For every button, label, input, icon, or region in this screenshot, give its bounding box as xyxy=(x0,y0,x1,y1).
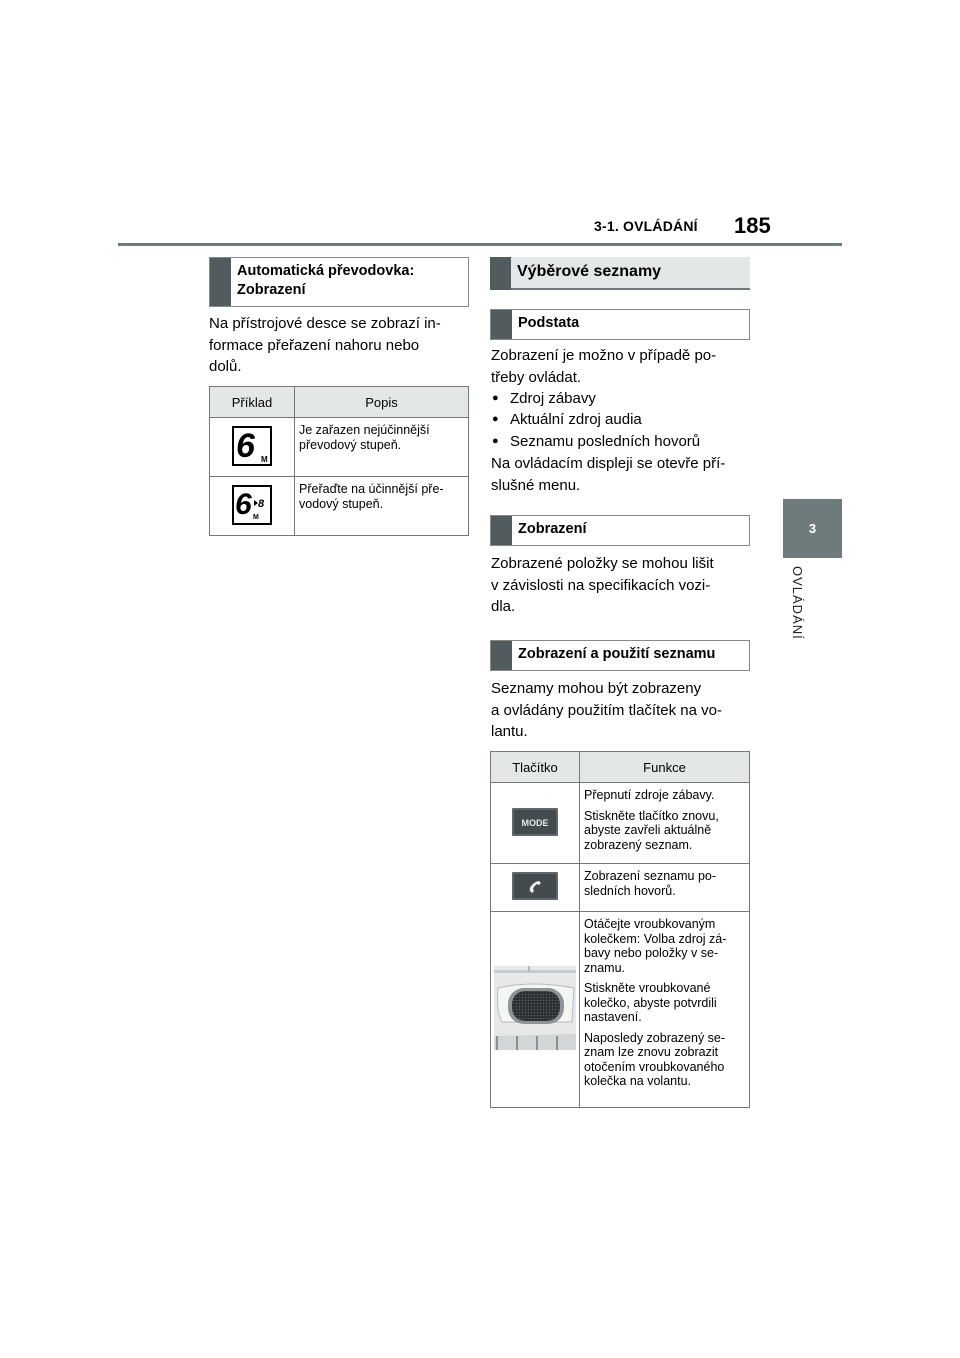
text-line: třeby ovládat. xyxy=(491,368,582,386)
section-heading-list-usage xyxy=(490,640,750,671)
paragraph-transmission xyxy=(209,313,471,378)
table-header-row xyxy=(210,387,469,418)
row-description xyxy=(296,478,467,514)
section-heading-display xyxy=(490,515,750,546)
heading-text: Zobrazení a použití seznamu xyxy=(518,646,716,662)
list-item: ● Zdroj zábavy xyxy=(510,388,596,410)
paragraph-display xyxy=(491,553,753,618)
heading-text: Zobrazení xyxy=(518,521,587,537)
gear-6-manual-icon xyxy=(232,426,272,469)
main-heading-selection-lists xyxy=(490,257,750,290)
section-heading-transmission xyxy=(209,257,469,307)
text-line: otočením vroubkovaného xyxy=(584,1059,725,1074)
row-description xyxy=(581,784,748,855)
heading-bar xyxy=(491,310,512,339)
column-header: Funkce xyxy=(580,752,750,783)
column-header: Popis xyxy=(295,387,469,418)
text-line: kolečko, abyste potvrdili xyxy=(584,995,717,1010)
text-line: zobrazený seznam. xyxy=(584,837,693,852)
text-line: Zobrazené položky se mohou lišit xyxy=(491,555,714,572)
text-line: Stiskněte tlačítko znovu, xyxy=(584,808,719,823)
header-rule xyxy=(118,243,842,246)
svg-text:M: M xyxy=(261,454,268,464)
heading-bar xyxy=(491,516,512,545)
heading-bar xyxy=(491,641,512,670)
chapter-tab-number: 3 xyxy=(783,499,842,558)
svg-text:6: 6 xyxy=(235,487,252,521)
table-row xyxy=(491,912,750,1108)
text-line: znam lze znovu zobrazit xyxy=(584,1045,719,1059)
text-line: Stiskněte vroubkované xyxy=(584,981,711,995)
text-line: převodový stupeň. xyxy=(299,437,402,452)
phone-button-icon xyxy=(512,889,558,903)
text-line: dolů. xyxy=(209,358,242,375)
text-line: bavy nebo položky v se- xyxy=(584,946,719,960)
paragraph-list-usage xyxy=(491,678,753,743)
table-row xyxy=(491,864,750,912)
chapter-tab-label xyxy=(783,566,809,646)
chapter-tab-label-text: OVLÁDÁNÍ xyxy=(790,566,805,640)
list-item: ● Seznamu posledních hovorů xyxy=(510,431,700,453)
svg-text:6: 6 xyxy=(236,426,255,465)
text-line: v závislosti na specifikacích vozi- xyxy=(491,576,711,594)
text-line: Naposledy zobrazený se- xyxy=(584,1030,726,1045)
list-item: ● Aktuální zdroj audia xyxy=(510,409,642,431)
text-line: Zobrazení je možno v případě po- xyxy=(491,347,717,364)
text-line: lantu. xyxy=(491,723,528,740)
section-heading-principle xyxy=(490,309,750,340)
table-header-row xyxy=(491,752,750,783)
text-line: vodový stupeň. xyxy=(299,496,384,511)
column-header: Příklad xyxy=(210,387,295,418)
main-heading-text: Výběrové seznamy xyxy=(517,263,662,280)
mode-button-icon xyxy=(512,817,558,839)
table-row xyxy=(210,477,469,536)
text-line: Seznamy mohou být zobrazeny xyxy=(491,680,702,697)
text-line: Na ovládacím displeji se otevře pří- xyxy=(491,455,726,472)
gear-display-table xyxy=(209,386,469,536)
heading-text: Podstata xyxy=(518,315,580,331)
text-line: Přepnutí zdroje zábavy. xyxy=(584,788,715,802)
column-header: Tlačítko xyxy=(491,752,580,783)
row-description xyxy=(581,865,748,901)
text-line: a ovládány použitím tlačítek na vo- xyxy=(491,701,722,719)
row-description xyxy=(296,419,467,455)
thumbwheel-icon xyxy=(494,1039,576,1053)
text-line: nastavení. xyxy=(584,1010,642,1024)
text-line: Otáčejte vroubkovaným xyxy=(584,917,716,931)
text-line: znamu. xyxy=(584,960,625,975)
table-row xyxy=(210,418,469,477)
svg-text:MODE: MODE xyxy=(521,817,549,828)
gear-6-upshift-icon xyxy=(232,487,272,528)
paragraph-menu xyxy=(491,453,753,496)
text-line: Na přístrojové desce se zobrazí in- xyxy=(209,315,441,332)
text-line: dla. xyxy=(491,598,516,615)
svg-text:8: 8 xyxy=(258,497,265,510)
heading-bar xyxy=(490,257,511,290)
text-line: kolečkem: Volba zdroj zá- xyxy=(584,931,727,946)
chapter-label: 3-1. OVLÁDÁNÍ xyxy=(594,218,698,234)
table-row xyxy=(491,783,750,864)
heading-line: Zobrazení xyxy=(237,282,306,298)
heading-bar xyxy=(210,258,231,306)
text-line: slušné menu. xyxy=(491,476,581,494)
steering-buttons-table xyxy=(490,751,750,1108)
text-line: Je zařazen nejúčinnější xyxy=(299,423,430,437)
text-line: kolečka na volantu. xyxy=(584,1074,692,1088)
text-line: Zobrazení seznamu po- xyxy=(584,869,717,883)
page-number: 185 xyxy=(734,213,771,238)
text-line: formace přeřazení nahoru nebo xyxy=(209,336,420,354)
text-line: Přeřaďte na účinnější pře- xyxy=(299,482,444,496)
text-line: abyste zavřeli aktuálně xyxy=(584,823,712,837)
text-line: sledních hovorů. xyxy=(584,883,676,898)
paragraph-principle xyxy=(491,345,753,388)
heading-line: Automatická převodovka: xyxy=(237,263,415,279)
svg-text:M: M xyxy=(253,513,259,521)
row-description xyxy=(581,913,748,1092)
